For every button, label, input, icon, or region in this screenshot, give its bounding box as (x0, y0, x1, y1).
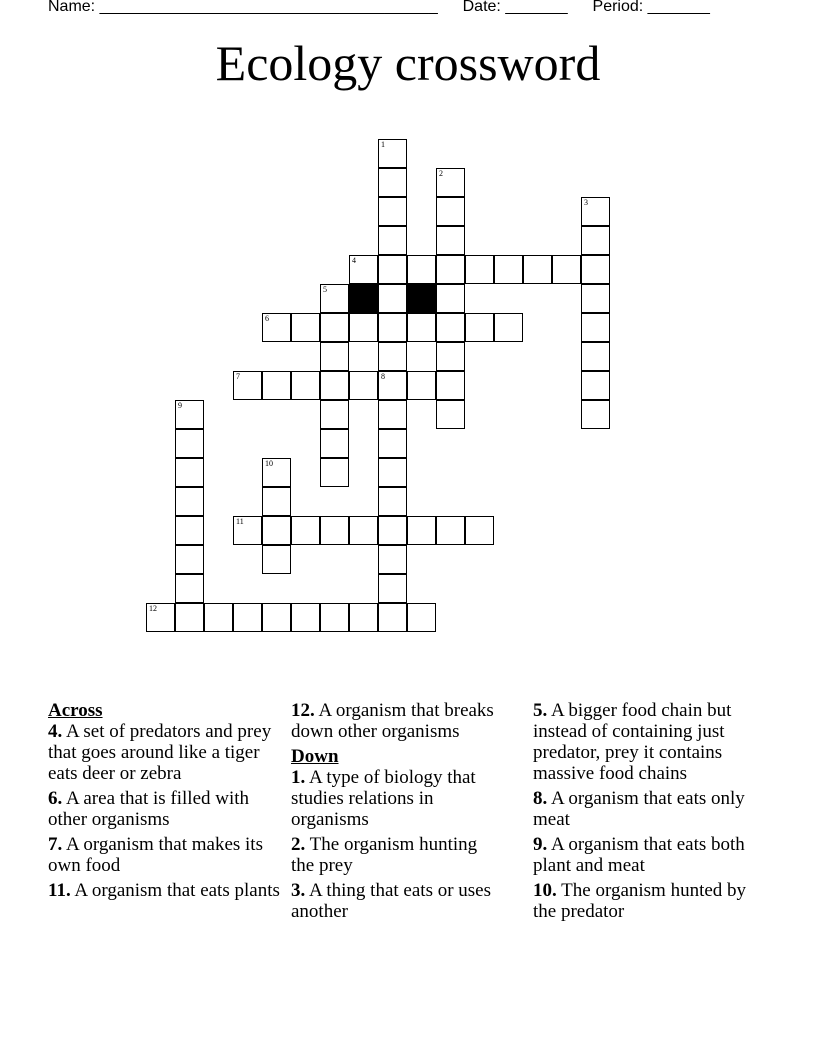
grid-cell[interactable] (407, 516, 436, 545)
grid-cell[interactable] (378, 313, 407, 342)
clue-text: A area that is filled with other organisms (48, 788, 250, 830)
grid-cell[interactable] (146, 603, 175, 632)
grid-cell[interactable] (320, 603, 349, 632)
clue-number: 5. (533, 700, 548, 721)
grid-cell[interactable] (407, 255, 436, 284)
cell-number: 7 (236, 372, 240, 381)
grid-cell[interactable] (581, 197, 610, 226)
grid-cell[interactable] (378, 545, 407, 574)
grid-cell[interactable] (378, 458, 407, 487)
grid-cell[interactable] (378, 371, 407, 400)
grid-cell[interactable] (436, 284, 465, 313)
clue-down-2 (291, 834, 501, 876)
grid-cell[interactable] (291, 603, 320, 632)
grid-cell[interactable] (436, 255, 465, 284)
grid-cell[interactable] (494, 255, 523, 284)
grid-cell[interactable] (262, 545, 291, 574)
cell-number: 8 (381, 372, 385, 381)
grid-cell[interactable] (175, 574, 204, 603)
grid-cell[interactable] (378, 603, 407, 632)
clue-number: 11. (48, 880, 71, 901)
grid-cell[interactable] (291, 371, 320, 400)
grid-cell[interactable] (465, 255, 494, 284)
grid-cell[interactable] (378, 139, 407, 168)
across-heading: Across (48, 700, 103, 721)
clue-number: 2. (291, 834, 306, 855)
black-cell (349, 284, 378, 313)
cell-number: 10 (265, 459, 273, 468)
grid-cell[interactable] (436, 226, 465, 255)
grid-cell[interactable] (320, 284, 349, 313)
grid-cell[interactable] (175, 458, 204, 487)
grid-cell[interactable] (262, 313, 291, 342)
grid-cell[interactable] (407, 371, 436, 400)
grid-cell[interactable] (378, 255, 407, 284)
clue-text: A set of predators and prey that goes around like a tiger eats deer or zebra (48, 721, 272, 784)
clue-text: A organism that eats plants (74, 880, 280, 901)
cell-number: 12 (149, 604, 157, 613)
grid-cell[interactable] (523, 255, 552, 284)
clue-number: 7. (48, 834, 63, 855)
grid-cell[interactable] (320, 342, 349, 371)
cell-number: 1 (381, 140, 385, 149)
clue-down-1 (291, 767, 501, 830)
grid-cell[interactable] (465, 516, 494, 545)
clue-column-3 (533, 700, 758, 926)
grid-cell[interactable] (291, 516, 320, 545)
worksheet-header (48, 0, 788, 16)
grid-cell[interactable] (349, 603, 378, 632)
clue-number: 6. (48, 788, 63, 809)
clue-across-11 (48, 880, 283, 901)
clue-text: A type of biology that studies relations in organisms (291, 767, 476, 830)
page-title: Ecology crossword (215, 35, 601, 91)
grid-cell[interactable] (581, 284, 610, 313)
cell-number: 11 (236, 517, 244, 526)
grid-cell[interactable] (262, 603, 291, 632)
grid-cell[interactable] (436, 371, 465, 400)
cell-number: 3 (584, 198, 588, 207)
clue-text: A bigger food chain but instead of containing just predator, prey it contains massive food chains (533, 700, 732, 784)
grid-cell[interactable] (233, 371, 262, 400)
grid-cell[interactable] (465, 313, 494, 342)
clue-across-6 (48, 788, 283, 830)
grid-cell[interactable] (262, 371, 291, 400)
grid-cell[interactable] (581, 371, 610, 400)
cell-number: 6 (265, 314, 269, 323)
grid-cell[interactable] (291, 313, 320, 342)
grid-cell[interactable] (407, 603, 436, 632)
clue-across-12 (291, 700, 501, 742)
cell-number: 5 (323, 285, 327, 294)
clue-down-10 (533, 880, 758, 922)
grid-cell[interactable] (320, 371, 349, 400)
grid-cell[interactable] (320, 429, 349, 458)
cell-number: 9 (178, 401, 182, 410)
clue-text: The organism hunted by the predator (533, 880, 747, 922)
clue-text: A organism that makes its own food (48, 834, 263, 876)
cell-number: 4 (352, 256, 356, 265)
clue-number: 3. (291, 880, 306, 901)
clue-text: The organism hunting the prey (291, 834, 478, 876)
grid-cell[interactable] (175, 400, 204, 429)
grid-cell[interactable] (378, 400, 407, 429)
grid-cell[interactable] (175, 487, 204, 516)
clue-down-9 (533, 834, 758, 876)
down-heading: Down (291, 746, 339, 767)
grid-cell[interactable] (378, 168, 407, 197)
period-field[interactable]: Period: _______ (592, 0, 710, 15)
grid-cell[interactable] (378, 342, 407, 371)
grid-cell[interactable] (436, 197, 465, 226)
black-cell (407, 284, 436, 313)
grid-cell[interactable] (581, 226, 610, 255)
grid-cell[interactable] (378, 197, 407, 226)
clue-column-1 (48, 700, 283, 905)
grid-cell[interactable] (494, 313, 523, 342)
grid-cell[interactable] (581, 342, 610, 371)
grid-cell[interactable] (204, 603, 233, 632)
grid-cell[interactable] (349, 371, 378, 400)
grid-cell[interactable] (407, 313, 436, 342)
grid-cell[interactable] (320, 516, 349, 545)
clue-down-8 (533, 788, 758, 830)
grid-cell[interactable] (320, 458, 349, 487)
grid-cell[interactable] (378, 429, 407, 458)
clue-text: A thing that eats or uses another (291, 880, 492, 922)
clue-number: 9. (533, 834, 548, 855)
grid-cell[interactable] (378, 487, 407, 516)
grid-cell[interactable] (349, 255, 378, 284)
clue-number: 1. (291, 767, 306, 788)
grid-cell[interactable] (175, 545, 204, 574)
clue-number: 10. (533, 880, 557, 901)
grid-cell[interactable] (262, 487, 291, 516)
clue-across-4 (48, 721, 283, 784)
grid-cell[interactable] (436, 516, 465, 545)
grid-cell[interactable] (262, 458, 291, 487)
clue-across-7 (48, 834, 283, 876)
clue-down-5 (533, 700, 758, 784)
cell-number: 2 (439, 169, 443, 178)
grid-cell[interactable] (436, 400, 465, 429)
grid-cell[interactable] (320, 400, 349, 429)
name-field[interactable]: Name: ______________________________________ (48, 0, 438, 15)
grid-cell[interactable] (378, 516, 407, 545)
grid-cell[interactable] (581, 313, 610, 342)
grid-cell[interactable] (175, 603, 204, 632)
grid-cell[interactable] (349, 516, 378, 545)
grid-cell[interactable] (175, 429, 204, 458)
grid-cell[interactable] (233, 516, 262, 545)
grid-cell[interactable] (436, 342, 465, 371)
clue-text: A organism that breaks down other organisms (291, 700, 494, 742)
grid-cell[interactable] (436, 168, 465, 197)
grid-cell[interactable] (378, 226, 407, 255)
grid-cell[interactable] (378, 284, 407, 313)
clue-down-3 (291, 880, 501, 922)
clue-column-2 (291, 700, 501, 926)
clue-number: 12. (291, 700, 315, 721)
clue-text: A organism that eats only meat (533, 788, 745, 830)
clue-number: 8. (533, 788, 548, 809)
grid-cell[interactable] (581, 400, 610, 429)
grid-cell[interactable] (175, 516, 204, 545)
grid-cell[interactable] (436, 313, 465, 342)
clue-number: 4. (48, 721, 63, 742)
grid-cell[interactable] (581, 255, 610, 284)
date-field[interactable]: Date: _______ (462, 0, 568, 15)
grid-cell[interactable] (262, 516, 291, 545)
grid-cell[interactable] (552, 255, 581, 284)
grid-cell[interactable] (378, 574, 407, 603)
grid-cell[interactable] (233, 603, 262, 632)
grid-cell[interactable] (349, 313, 378, 342)
clue-text: A organism that eats both plant and meat (533, 834, 745, 876)
grid-cell[interactable] (320, 313, 349, 342)
